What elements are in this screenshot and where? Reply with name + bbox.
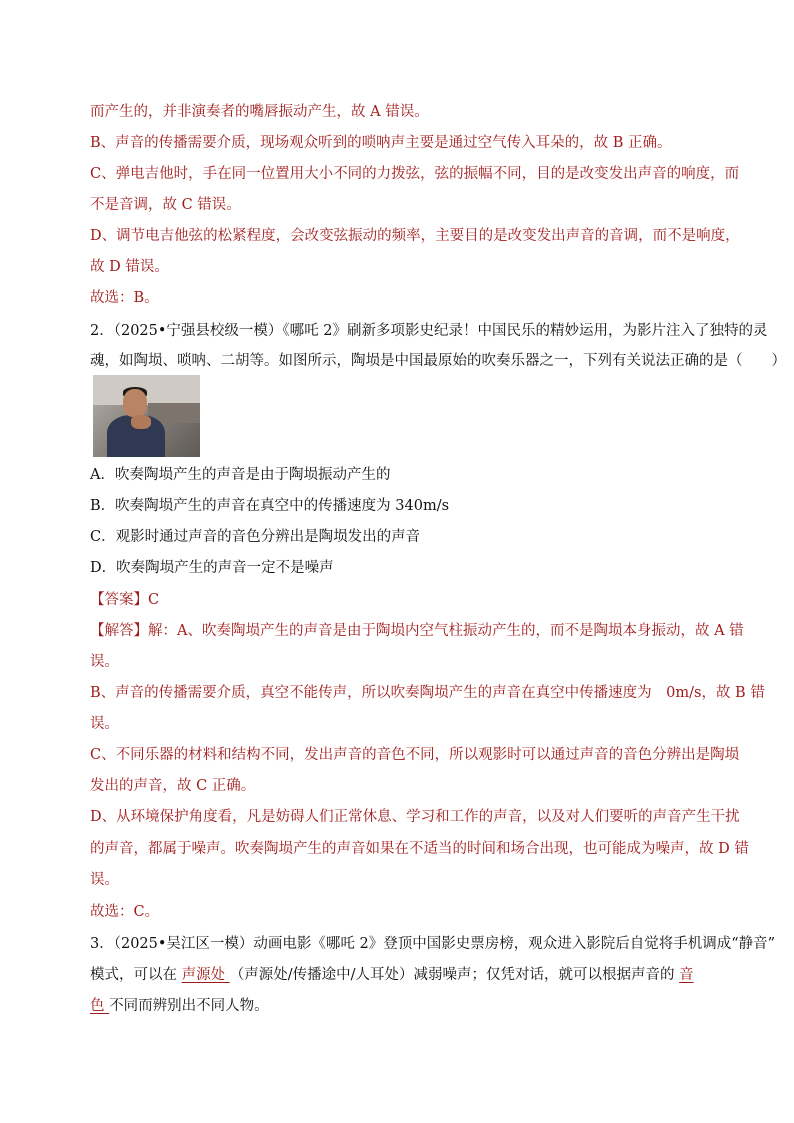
text-line: 而产生的，并非演奏者的嘴唇振动产生，故 A 错误。 (90, 104, 429, 120)
text-line: 误。 (90, 654, 119, 670)
xun-player-photo (93, 375, 200, 457)
text-line: 故 D 错误。 (90, 259, 169, 275)
text-line: 误。 (90, 872, 119, 888)
text-line: B、声音的传播需要介质，现场观众听到的唢呐声主要是通过空气传入耳朵的，故 B 正确。 (90, 135, 672, 151)
option-d: D．吹奏陶埙产生的声音一定不是噪声 (90, 560, 334, 576)
text-line: C、不同乐器的材料和结构不同，发出声音的音色不同，所以观影时可以通过声音的音色分辨出是陶埙 (90, 747, 740, 763)
option-a: A．吹奏陶埙产生的声音是由于陶埙振动产生的 (90, 467, 391, 483)
text-line: 发出的声音，故 C 正确。 (90, 778, 256, 794)
answer-blank: 音 (679, 967, 694, 983)
question-2-stem: 魂，如陶埙、唢呐、二胡等。如图所示，陶埙是中国最原始的吹奏乐器之一，下列有关说法正确的是（ ） (90, 353, 786, 369)
text-line: 误。 (90, 716, 119, 732)
text-line: 【解答】解：A、吹奏陶埙产生的声音是由于陶埙内空气柱振动产生的，而不是陶埙本身振动，故 A 错 (90, 623, 744, 639)
text-line: 不是音调，故 C 错误。 (90, 197, 241, 213)
question-3-stem: 3．（2025•吴江区一模）动画电影《哪吒 2》登顶中国影史票房榜，观众进入影院后自觉将手机调成“静音” (90, 936, 776, 952)
question-2-stem: 2．（2025•宁强县校级一模）《哪吒 2》刷新多项影史纪录！中国民乐的精妙运用，为影片注入了独特的灵 (90, 323, 768, 339)
text-span: 模式，可以在 (90, 967, 182, 983)
text-line: 故选：B。 (90, 290, 159, 306)
text-line: D、从环境保护角度看，凡是妨碍人们正常休息、学习和工作的声音，以及对人们要听的声音产生干扰 (90, 809, 740, 825)
text-line: 故选：C。 (90, 904, 160, 920)
text-span: （声源处/传播途中/人耳处）减弱噪声；仅凭对话，就可以根据声音的 (229, 967, 680, 983)
text-span: 不同而辨别出不同人物。 (109, 998, 269, 1014)
answer-blank: 声源处 (181, 967, 230, 983)
text-line: B、声音的传播需要介质，真空不能传声，所以吹奏陶埙产生的声音在真空中传播速度为 0m/s，故 B 错 (90, 685, 765, 701)
text-line: C、弹电吉他时，手在同一位置用大小不同的力拨弦，弦的振幅不同，目的是改变发出声音的响度，而 (90, 166, 740, 182)
text-line: 的声音，都属于噪声。吹奏陶埙产生的声音如果在不适当的时间和场合出现，也可能成为噪声，故 D 错 (90, 841, 749, 857)
option-c: C．观影时通过声音的音色分辨出是陶埙发出的声音 (90, 529, 421, 545)
text-line: D、调节电吉他弦的松紧程度，会改变弦振动的频率，主要目的是改变发出声音的音调，而不是响度， (90, 228, 740, 244)
question-3-stem (90, 996, 269, 1016)
question-3-stem (90, 965, 694, 985)
answer-label: 【答案】C (90, 592, 160, 608)
option-b: B．吹奏陶埙产生的声音在真空中的传播速度为 340m/s (90, 498, 450, 514)
answer-blank: 色 (90, 998, 110, 1014)
